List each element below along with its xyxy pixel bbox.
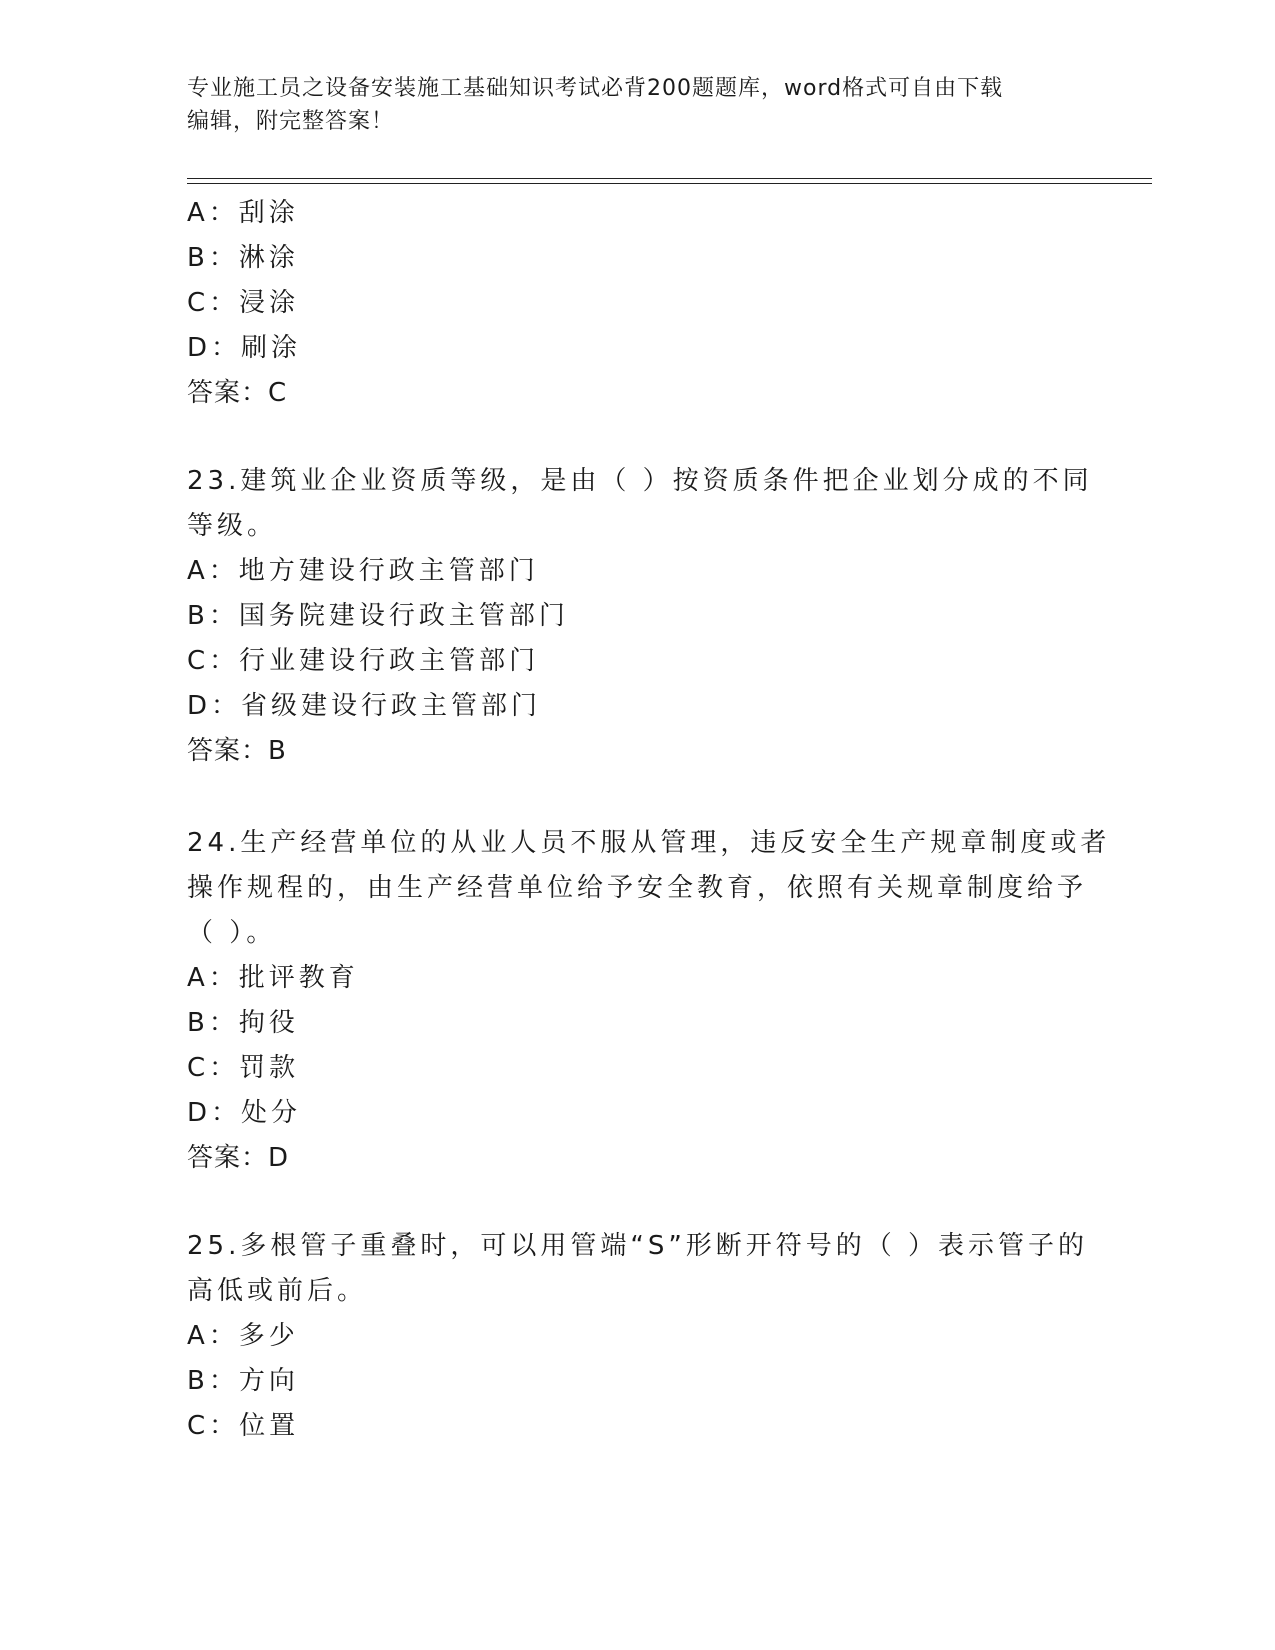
option-a: A：多少 xyxy=(187,1321,299,1351)
question-stem-line-1: 24.生产经营单位的从业人员不服从管理，违反安全生产规章制度或者 xyxy=(187,828,1111,858)
question-23 xyxy=(187,459,1093,774)
question-stem-line-2: 等级。 xyxy=(187,511,278,541)
option-b: B：国务院建设行政主管部门 xyxy=(187,601,569,631)
question-stem-line-1: 25.多根管子重叠时，可以用管端“S”形断开符号的（ ）表示管子的 xyxy=(187,1231,1089,1261)
option-b: B：拘役 xyxy=(187,1008,299,1038)
option-c: C：罚款 xyxy=(187,1053,300,1083)
question-stem-line-1: 23.建筑业企业资质等级，是由（ ）按资质条件把企业划分成的不同 xyxy=(187,466,1093,496)
answer: 答案：C xyxy=(187,378,288,408)
question-content xyxy=(187,191,1111,1449)
header-divider-top xyxy=(187,178,1152,179)
document-header xyxy=(187,72,1087,138)
question-22 xyxy=(187,191,1087,416)
option-a: A：地方建设行政主管部门 xyxy=(187,556,539,586)
spacer xyxy=(187,1181,1087,1224)
option-d: D：省级建设行政主管部门 xyxy=(187,691,542,721)
header-title-line-2: 编辑，附完整答案！ xyxy=(187,109,395,134)
question-stem-line-2: 高低或前后。 xyxy=(187,1276,368,1306)
question-stem-line-3: （ ）。 xyxy=(187,918,277,948)
option-b: B：方向 xyxy=(187,1366,299,1396)
option-c: C：浸涂 xyxy=(187,288,300,318)
option-c: C：位置 xyxy=(187,1411,300,1441)
option-a: A：刮涂 xyxy=(187,198,299,228)
option-b: B：淋涂 xyxy=(187,243,299,273)
option-d: D：处分 xyxy=(187,1098,302,1128)
spacer xyxy=(187,416,1087,459)
header-divider-bottom xyxy=(187,183,1152,184)
option-a: A：批评教育 xyxy=(187,963,359,993)
answer: 答案：D xyxy=(187,1143,290,1173)
answer: 答案：B xyxy=(187,736,287,766)
question-24 xyxy=(187,821,1111,1181)
header-title-line-1: 专业施工员之设备安装施工基础知识考试必背200题题库，word格式可自由下载 xyxy=(187,76,1004,101)
option-c: C：行业建设行政主管部门 xyxy=(187,646,540,676)
option-d: D：刷涂 xyxy=(187,333,302,363)
question-25 xyxy=(187,1224,1087,1449)
spacer xyxy=(187,774,1087,821)
question-stem-line-2: 操作规程的，由生产经营单位给予安全教育，依照有关规章制度给予 xyxy=(187,873,1088,903)
